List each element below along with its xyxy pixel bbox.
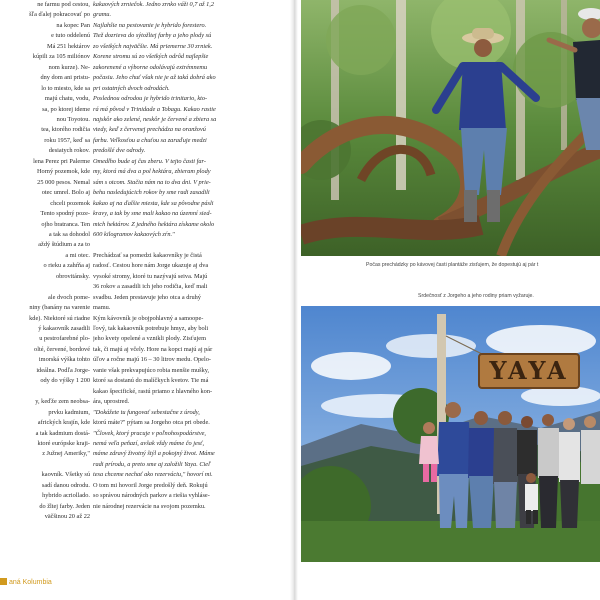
text-line: zo všetkých najväčšie. Má priemerne 30 zrniek. <box>93 42 213 50</box>
text-line: počasiu. Jeho chuť však nie je až taká dobrá ako <box>93 74 216 82</box>
text-line: sa, po ktorej ideme <box>42 105 90 113</box>
text-line: nie národnej rezervácie na svojom pozemku. <box>93 502 206 510</box>
text-line: hybrido acriollado. <box>42 492 90 500</box>
text-line: Korene stromu sú zo všetkých odrôd najlepšie <box>93 53 209 61</box>
text-line: zakorenené a výborne odolávajú extrémnemu <box>93 63 208 71</box>
text-line: kúpili za 105 miliónov <box>32 53 90 61</box>
text-line: my, ktorá má dva a pol hektára, zbieram plody <box>93 168 211 176</box>
text-line: vtedy, keď z červenej prechádza na oranžovú <box>93 126 206 134</box>
caption-bottom-photo: Srdečnosť z Jorgeho a jeho rodiny priam vyžaruje. <box>418 293 534 299</box>
text-line: jeho kvety opelené a vznikli plody. Zisťujem <box>93 335 206 343</box>
text-line: Najlahšie na pestovanie je hybrido forestero. <box>93 21 207 29</box>
text-line: sadí danou odrodu. <box>41 481 90 489</box>
text-line: obrovitánsky. <box>55 272 90 280</box>
text-line: mich hektárov. Z jedného hektára získame okolo <box>93 220 215 228</box>
text-line: vanie však prekvapujúco robia menšie mušky, <box>93 366 210 374</box>
text-line: ale dvoch pome- <box>48 293 90 301</box>
text-line: Má 251 hektárov <box>46 42 90 50</box>
text-line: mamu. <box>93 304 111 312</box>
paragraph-gap <box>0 387 90 397</box>
text-line: z Južnej Ameriky," <box>42 450 90 458</box>
text-line: ojho bratranca. Ten <box>41 220 90 228</box>
text-line: svadbu. Jeden prestavuje jeho otca a druhý <box>93 293 201 301</box>
text-line: kaovník. Všetky sú <box>41 471 90 479</box>
text-line: majú chatu, vodu, <box>44 95 90 103</box>
text-line: y, keďže zem neobsa- <box>35 398 90 406</box>
text-line: prvku kadmium, <box>48 408 90 416</box>
text-line: a mi otec. <box>65 251 90 259</box>
photo-farm-tree <box>301 0 600 256</box>
text-line: Tento spodný poze- <box>40 210 90 218</box>
photo-family-sign <box>301 306 600 562</box>
text-line: najskôr ako zelené, neskôr je červené a zbiera sa <box>93 115 217 123</box>
text-line: kde). Niektoré sú riadne <box>29 314 90 322</box>
text-line: Prechádzať sa pomedzi kakaovníky je čistá <box>93 251 202 259</box>
text-line: chceli pozemok <box>50 199 90 207</box>
text-line: 25 000 pesos. Nemal <box>37 178 90 186</box>
text-line: Poslednou odrodou je hybrido trinitario, kto- <box>93 95 208 103</box>
text-line: so správou národných parkov a riešia vyhláse- <box>93 492 210 500</box>
text-line: desiatych rokov. <box>48 147 90 155</box>
text-line: Horný pozemok, kde <box>37 168 90 176</box>
text-line: kravy, a tak by sme mali kakao na územní sied- <box>93 210 212 218</box>
text-line: a tak kadmium dostá- <box>35 429 90 437</box>
text-line: pri ostatných dvoch odrodách. <box>93 84 170 92</box>
text-line: otec umrel. Bolo aj <box>41 189 90 197</box>
text-line: rá má pôvod v Trinidade a Tobagu. Kakao rastie <box>93 105 216 113</box>
text-line: farbu. Veľkosťou a chuťou sa zaraďuje medzi <box>93 136 207 144</box>
text-line: nou Toyotou. <box>56 115 90 123</box>
text-line: tesa chceme nechať ako rezerváciu," hovorí mi. <box>93 471 213 479</box>
paragraph-gap <box>0 282 90 292</box>
page-gutter <box>290 0 298 600</box>
text-line: aždý štúdium a za to <box>38 241 90 249</box>
text-line: ktoré sa dostanú do malíčkych kvetov. Tie má <box>93 377 209 385</box>
paragraph-gap <box>0 460 90 470</box>
text-line: radi prírodu, a preto sme aj založili Yaya. Cieľ <box>93 460 211 468</box>
text-line: behu nasledujúcich rokov by sme radi zasadili <box>93 189 210 197</box>
text-line: vysoké stromy, ktoré tu nazývajú seiva. Majú <box>93 272 208 280</box>
text-line: a tak sa dohodol <box>48 230 90 238</box>
caption-top-photo: Počas prechádzky po kávovej časti plantáže zisťujem, že dopestujú aj pár t <box>366 262 539 268</box>
paragraph-gap <box>93 240 265 250</box>
text-line: máme zdravý životný štýl a pokojný život. Máme <box>93 450 215 458</box>
yaya-sign-text: YAYA <box>489 356 569 385</box>
text-line: "Dokážete tu fungovať sebestačne z úrody, <box>93 408 200 416</box>
text-line: 600 kilogramov kakaových zŕn." <box>93 230 175 238</box>
text-line: šľa ďalej pokracovať po <box>29 11 90 19</box>
text-line: Kým kávovník je obojpohlavný a samoope- <box>93 314 204 322</box>
text-line: O tom mi hovoril Jorge predošlý deň. Rokujú <box>93 481 208 489</box>
text-line: kakao špecifické, rastú priamo z hlavného kon- <box>93 387 213 395</box>
text-line: radosť. Cestou hore nám Jorge ukazuje aj dva <box>93 262 209 270</box>
text-column-right <box>93 0 265 512</box>
page-footer <box>0 578 52 586</box>
text-line: sám s otcom. Stačia nám na to dva dni. V prie- <box>93 178 211 186</box>
text-line: nemá veľa peňazí, avšak vždy máme čo jesť, <box>93 440 205 448</box>
text-line: u pestrofarebné plo- <box>39 335 90 343</box>
text-line: dny dom ani pristu- <box>40 74 90 82</box>
text-line: lena Perez pri Palerme <box>33 157 90 165</box>
footer-section-title: aná Kolumbia <box>9 579 52 586</box>
text-line: kakao aj na ďalšie miesta, kde sa pôvodne pásli <box>93 199 214 207</box>
text-line: kakaových zrniečok. Jedno zrnko váži 0,7 až 1,2 <box>93 1 215 8</box>
text-line: do žltej farby. Jeden <box>39 502 90 510</box>
text-line: o rieku a zahŕňa aj <box>43 262 90 270</box>
text-line: Tiež dozrieva do sýtožltej farby a jeho plody sú <box>93 32 212 40</box>
text-line: tea, ktorého rodičia <box>41 126 90 134</box>
text-line: tak, či majú aj včely. Hore na kopci majú aj pár <box>93 345 213 353</box>
text-line: ktoré európske kraji- <box>37 440 90 447</box>
text-line: gramu. <box>93 11 112 19</box>
text-line: na kopec Pan <box>56 21 90 29</box>
text-column-left <box>0 0 90 523</box>
text-line: nom kurze). Ne- <box>48 63 90 71</box>
text-line: olté, červené, bordové <box>34 345 90 353</box>
text-line: ý kakaovník zasadili <box>38 325 90 333</box>
text-line: väčšinou 20 až 22 <box>44 513 90 521</box>
text-line: úľov a ročne majú 16 – 30 litrov medu. Opelo- <box>93 356 211 364</box>
text-line: e tuto oddelenú <box>51 32 90 40</box>
text-line: ne farmu pod cestou, <box>37 1 90 8</box>
text-line: "Človek, ktorý pracuje v poľnohospodárstve, <box>93 429 207 437</box>
footer-accent-bar <box>0 578 7 585</box>
text-line: afrických krajín, kde <box>37 419 90 427</box>
text-line: lo to miesto, kde sa <box>41 84 90 92</box>
text-line: Omedlho bude aj čas zberu. V tejto časti far- <box>93 157 206 165</box>
text-line: predošlé dve odrody. <box>93 147 146 155</box>
text-line: niny (banány na varenie <box>29 304 90 312</box>
text-line: ľový, tak kakaovník potrebuje hmyz, aby boli <box>93 325 209 333</box>
text-line: ody do výšky 1 200 <box>40 377 90 385</box>
text-line: ktorú máte?" pýtam sa Jorgeho otca pri obede. <box>93 419 210 427</box>
text-line: imorská výška tohto <box>38 356 90 364</box>
text-line: roku 1957, keď sa <box>44 136 90 144</box>
text-line: ideálna. Podľa Jorge- <box>36 366 90 374</box>
text-line: 36 rokov a zasadili ich jeho rodičia, keď mali <box>93 283 208 291</box>
text-line: ára, uprostred. <box>93 398 130 406</box>
